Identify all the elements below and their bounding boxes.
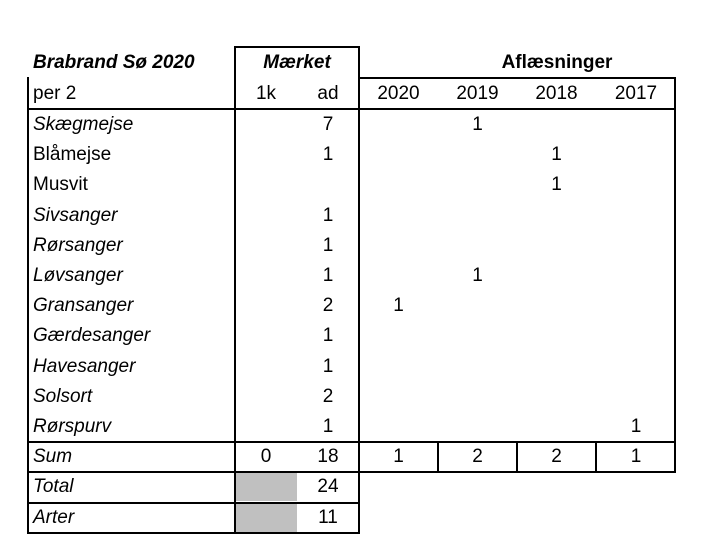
data-cell: 1 (322, 265, 334, 286)
data-cell (438, 417, 517, 439)
data-cell: 0 (260, 446, 272, 467)
column-header: 1k (255, 83, 277, 104)
column-header: ad (317, 83, 339, 104)
data-cell: 24 (317, 476, 339, 497)
data-cell (359, 266, 438, 288)
data-cell (517, 115, 596, 137)
data-cell (596, 296, 676, 318)
data-cell (235, 115, 297, 137)
data-cell (596, 236, 676, 258)
data-cell (235, 236, 297, 258)
row-label: Arter (33, 507, 75, 528)
table-right-border (674, 77, 676, 473)
data-cell: 1 (393, 446, 404, 467)
data-cell: 1 (393, 295, 404, 316)
data-cell (517, 206, 596, 228)
row-label: Sivsanger (33, 205, 118, 226)
data-cell: 1 (322, 205, 334, 226)
data-cell (596, 357, 676, 379)
row-label: Total (33, 476, 74, 497)
row-label: Solsort (33, 386, 93, 407)
row-label: Rørsanger (33, 235, 123, 256)
total-bottom-rule (28, 502, 360, 504)
data-cell (596, 387, 676, 409)
data-cell (235, 145, 297, 167)
data-cell: 1 (322, 356, 334, 377)
data-cell: 1 (630, 446, 642, 467)
data-cell (235, 508, 297, 530)
row-label: Musvit (33, 174, 88, 195)
data-cell (438, 296, 517, 318)
data-cell (235, 266, 297, 288)
sum-column-separator (437, 441, 439, 472)
data-cell (359, 145, 438, 167)
marked-right-border (358, 46, 360, 533)
column-header: 2018 (535, 83, 578, 104)
data-cell (438, 357, 517, 379)
sum-top-rule (28, 441, 676, 443)
data-cell (517, 266, 596, 288)
readings-header-rule (358, 77, 676, 79)
data-cell (438, 326, 517, 348)
data-cell (235, 357, 297, 379)
header-bottom-rule (28, 108, 676, 110)
data-cell (438, 206, 517, 228)
data-cell: 2 (322, 386, 334, 407)
row-label: Gransanger (33, 295, 134, 316)
table-left-border (27, 77, 29, 534)
data-cell: 1 (322, 416, 334, 437)
row-label: Gærdesanger (33, 325, 151, 346)
data-cell: 2 (551, 446, 562, 467)
data-cell (438, 387, 517, 409)
row-label: Havesanger (33, 356, 136, 377)
marked-left-border (234, 46, 236, 533)
data-cell (359, 417, 438, 439)
data-cell: 2 (322, 295, 334, 316)
marked-box-top (234, 46, 360, 48)
data-cell (438, 145, 517, 167)
data-cell: 18 (317, 446, 339, 467)
data-cell (517, 357, 596, 379)
data-cell (517, 296, 596, 318)
sum-column-separator (595, 441, 597, 472)
data-cell: 2 (472, 446, 483, 467)
data-cell (235, 387, 297, 409)
data-cell (359, 206, 438, 228)
table-bottom-rule (28, 532, 360, 534)
data-cell (235, 417, 297, 439)
data-cell (359, 115, 438, 137)
data-cell (596, 326, 676, 348)
data-cell: 1 (551, 174, 562, 195)
data-cell (438, 236, 517, 258)
data-cell (517, 387, 596, 409)
data-cell (596, 266, 676, 288)
data-cell (235, 206, 297, 228)
data-cell: 1 (322, 325, 334, 346)
data-cell (359, 236, 438, 258)
readings-group-header: Aflæsninger (501, 52, 613, 73)
row-label: Rørspurv (33, 416, 112, 437)
data-cell (235, 296, 297, 318)
data-cell (596, 206, 676, 228)
column-header: 2020 (377, 83, 420, 104)
row-label: Sum (33, 446, 73, 467)
data-cell (235, 175, 297, 197)
data-cell: 1 (630, 416, 642, 437)
row-label: Løvsanger (33, 265, 123, 286)
data-cell (517, 236, 596, 258)
data-cell: 1 (472, 265, 483, 286)
data-cell (596, 115, 676, 137)
data-cell (359, 175, 438, 197)
marked-group-header: Mærket (263, 52, 331, 73)
column-header: 2017 (614, 83, 658, 104)
data-cell (596, 175, 676, 197)
table-subtitle: per 2 (33, 83, 77, 104)
data-cell: 11 (318, 507, 338, 528)
data-cell (359, 387, 438, 409)
data-cell (438, 175, 517, 197)
data-cell (297, 175, 359, 197)
sum-bottom-rule (28, 471, 676, 473)
data-cell (517, 326, 596, 348)
data-cell (517, 417, 596, 439)
data-cell: 1 (472, 114, 483, 135)
data-cell (359, 326, 438, 348)
data-cell (359, 357, 438, 379)
sum-column-separator (516, 441, 518, 472)
table-title: Brabrand Sø 2020 (33, 52, 195, 73)
data-cell (235, 477, 297, 499)
data-cell: 1 (322, 235, 334, 256)
data-cell: 7 (322, 114, 334, 135)
data-cell (235, 326, 297, 348)
row-label: Skægmejse (33, 114, 134, 135)
data-cell: 1 (322, 144, 334, 165)
column-header: 2019 (456, 83, 499, 104)
row-label: Blåmejse (33, 144, 112, 165)
data-cell (596, 145, 676, 167)
data-cell: 1 (551, 144, 562, 165)
